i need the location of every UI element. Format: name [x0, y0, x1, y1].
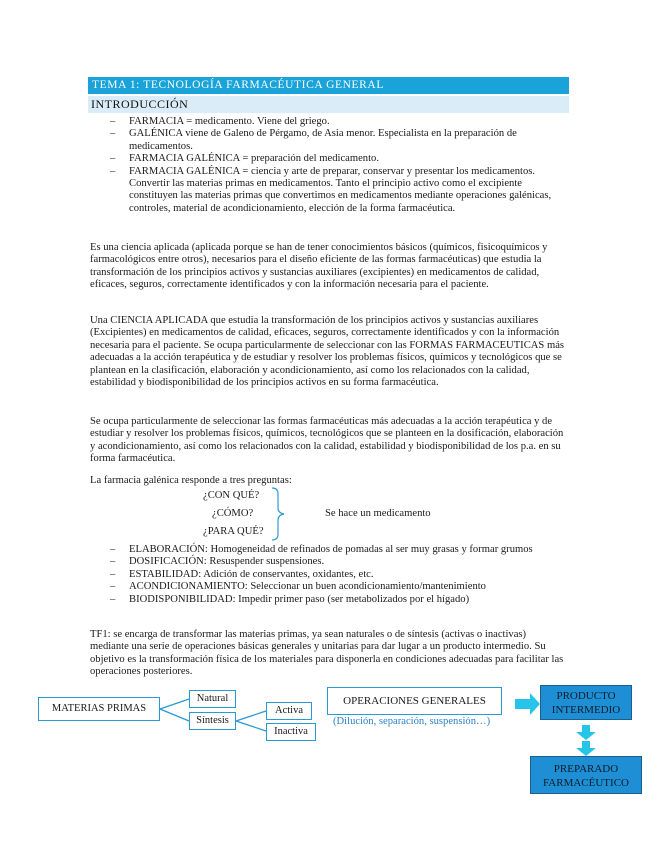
- paragraph: Se ocupa particularmente de seleccionar las formas farmacéuticas más adecuadas a la acción terapéutica y de estudiar y resolver los problemas físicos, químicos, tecnológicos que se planteen en la dosificación, elaboración y acondicionamiento, así como los relacionados con la calidad, estabilidad y biodisponibilidad de los p.a. en su forma farmacéutica.: [90, 416, 564, 465]
- definition-list: [110, 116, 567, 215]
- question-why: ¿PARA QUÉ?: [203, 526, 264, 537]
- section-heading: INTRODUCCIÓN: [88, 96, 569, 113]
- question-how: ¿CÓMO?: [212, 508, 254, 519]
- brace-icon: [268, 486, 290, 542]
- intermediate-product-box: PRODUCTO INTERMEDIO: [540, 685, 632, 720]
- paragraph: Una CIENCIA APLICADA que estudia la transformación de los principios activos y sustancias auxiliares (Excipientes) en medicamentos de calidad, eficaces, seguros, correctamente identificados y con la información necesaria para el paciente. Se ocupa particularmente de seleccionar con las FORMAS FARMACEUTICAS más adecuadas a la acción terapéutica y de estudiar y resolver los problemas físicos, químicos y tecnológicos que se plantean en la clasificación, elaboración y acondicionamiento, así como los relacionados con la calidad, estabilidad y biodisponibilidad de los principios activos en su forma farmacéutica.: [90, 315, 565, 389]
- paragraph: TF1: se encarga de transformar las materias primas, ya sean naturales o de síntesis (activas o inactivas) mediante una serie de operaciones básicas generales y unitarias para dar lugar a un producto intermedio. Su objetivo es la transformación física de los materiales para disponerla en condiciones adecuadas para facilitar las operaciones posteriores.: [90, 629, 564, 678]
- list-item: – DOSIFICACIÓN: Resuspender suspensiones.: [110, 556, 325, 568]
- general-operations-box: OPERACIONES GENERALES: [327, 687, 502, 715]
- question-what: ¿CON QUÉ?: [203, 490, 260, 501]
- list-item: – GALÉNICA viene de Galeno de Pérgamo, de Asia menor. Especialista en la preparación de medicamentos.: [110, 128, 517, 152]
- page-title: TEMA 1: TECNOLOGÍA FARMACÉUTICA GENERAL: [88, 77, 569, 94]
- list-item: – BIODISPONIBILIDAD: Impedir primer paso (ser metabolizados por el hígado): [110, 593, 470, 605]
- list-item: – ACONDICIONAMIENTO: Seleccionar un buen acondicionamiento/mantenimiento: [110, 581, 486, 593]
- list-item: – ESTABILIDAD: Adición de conservantes, oxidantes, etc.: [110, 568, 374, 580]
- pharmaceutical-preparation-box: PREPARADO FARMACÉUTICO: [530, 756, 642, 794]
- natural-box: Natural: [189, 690, 236, 708]
- list-item: – FARMACIA GALÉNICA = ciencia y arte de preparar, conservar y presentar los medicamentos. Convertir las materias primas en medicamentos. Tanto el principio activo como el excipiente constituyen las materias primas que convertimos en medicamentos mediante operaciones galénicas, controles, material de acondicionamiento, elección de la forma farmacéutica.: [110, 165, 552, 214]
- active-box: Activa: [266, 702, 312, 720]
- list-item: – FARMACIA = medicamento. Viene del griego.: [110, 116, 330, 127]
- questions-answer: Se hace un medicamento: [325, 508, 431, 519]
- aspects-list: [110, 544, 567, 606]
- synthesis-box: Síntesis: [189, 712, 236, 730]
- operations-note: (Dilución, separación, suspensión…): [333, 716, 491, 727]
- raw-materials-box: MATERIAS PRIMAS: [38, 697, 160, 721]
- list-item: – ELABORACIÓN: Homogeneidad de refinados de pomadas al ser muy grasas y formar grumos: [110, 544, 533, 555]
- inactive-box: Inactiva: [266, 723, 316, 741]
- paragraph: Es una ciencia aplicada (aplicada porque se han de tener conocimientos básicos (químicos, fisicoquímicos y farmacológicos entre otros), necesarios para el diseño eficiente de las formas farmacéuticas) que estudia la transformación de los principios activos y sustancias auxiliares (excipientes) en medicamentos de calidad, eficaces, seguros, correctamente identificados y con la información necesaria para el paciente.: [90, 242, 548, 291]
- questions-intro: La farmacia galénica responde a tres preguntas:: [90, 475, 292, 486]
- list-item: – FARMACIA GALÉNICA = preparación del medicamento.: [110, 153, 379, 165]
